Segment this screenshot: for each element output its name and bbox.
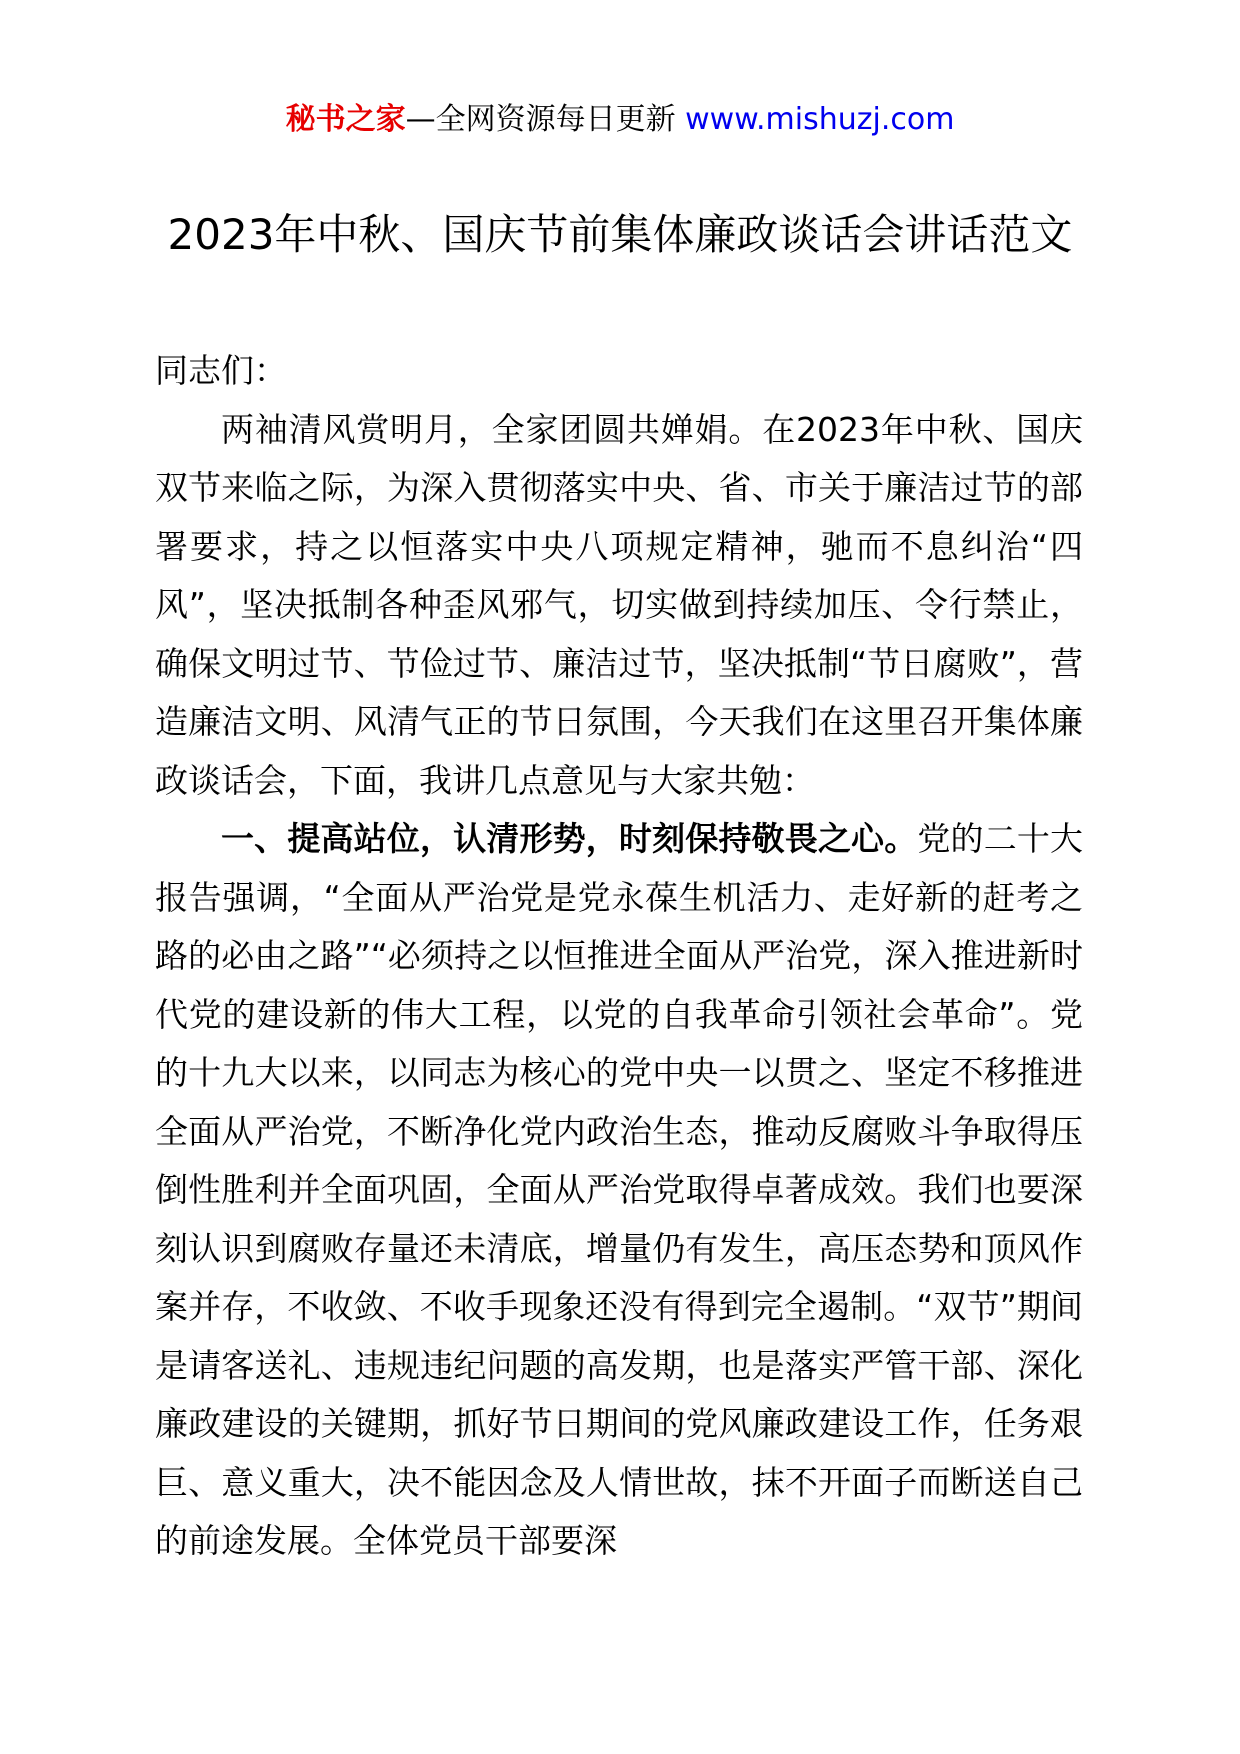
document-title: 2023年中秋、国庆节前集体廉政谈话会讲话范文 — [167, 210, 1073, 259]
section-1-body: 党的二十大报告强调，“全面从严治党是党永葆生机活力、走好新的赶考之路的必由之路”“必须持之以恒推进全面从严治党，深入推进新时代党的建设新的伟大工程，以党的自我革命引领社会革命”。党的十九大以来，以同志为核心的党中央一以贯之、坚定不移推进全面从严治党，不断净化党内政治生态，推动反腐败斗争取得压倒性胜利并全面巩固，全面从严治党取得卓著成效。我们也要深刻认识到腐败存量还未清底，增量仍有发生，高压态势和顶风作案并存，不收敛、不收手现象还没有得到完全遏制。“双节”期间是请客送礼、违规违纪问题的高发期，也是落实严管干部、深化廉政建设的关键期，抓好节日期间的党风廉政建设工作，任务艰巨、意义重大，决不能因念及人情世故，抹不开面子而断送自己的前途发展。全体党员干部要深 — [155, 819, 1084, 1560]
site-tagline: —全网资源每日更新 — [405, 102, 676, 137]
intro-paragraph: 两袖清风赏明月，全家团圆共婵娟。在2023年中秋、国庆双节来临之际，为深入贯彻落实中央、省、市关于廉洁过节的部署要求，持之以恒落实中央八项规定精神，驰而不息纠治“四风”，坚决抵制各种歪风邪气，切实做到持续加压、令行禁止，确保文明过节、节俭过节、廉洁过节，坚决抵制“节日腐败”，营造廉洁文明、风清气正的节日氛围，今天我们在这里召开集体廉政谈话会，下面，我讲几点意见与大家共勉： — [155, 409, 1083, 800]
site-header — [0, 100, 1240, 140]
section-1-paragraph — [155, 810, 1083, 1571]
section-1-heading: 一、提高站位，认清形势，时刻保持敬畏之心。 — [221, 819, 918, 858]
salutation: 同志们： — [155, 351, 287, 390]
site-url-link[interactable]: www.mishuzj.com — [685, 102, 955, 137]
site-brand: 秘书之家 — [285, 102, 406, 137]
document-body — [155, 342, 1083, 1571]
